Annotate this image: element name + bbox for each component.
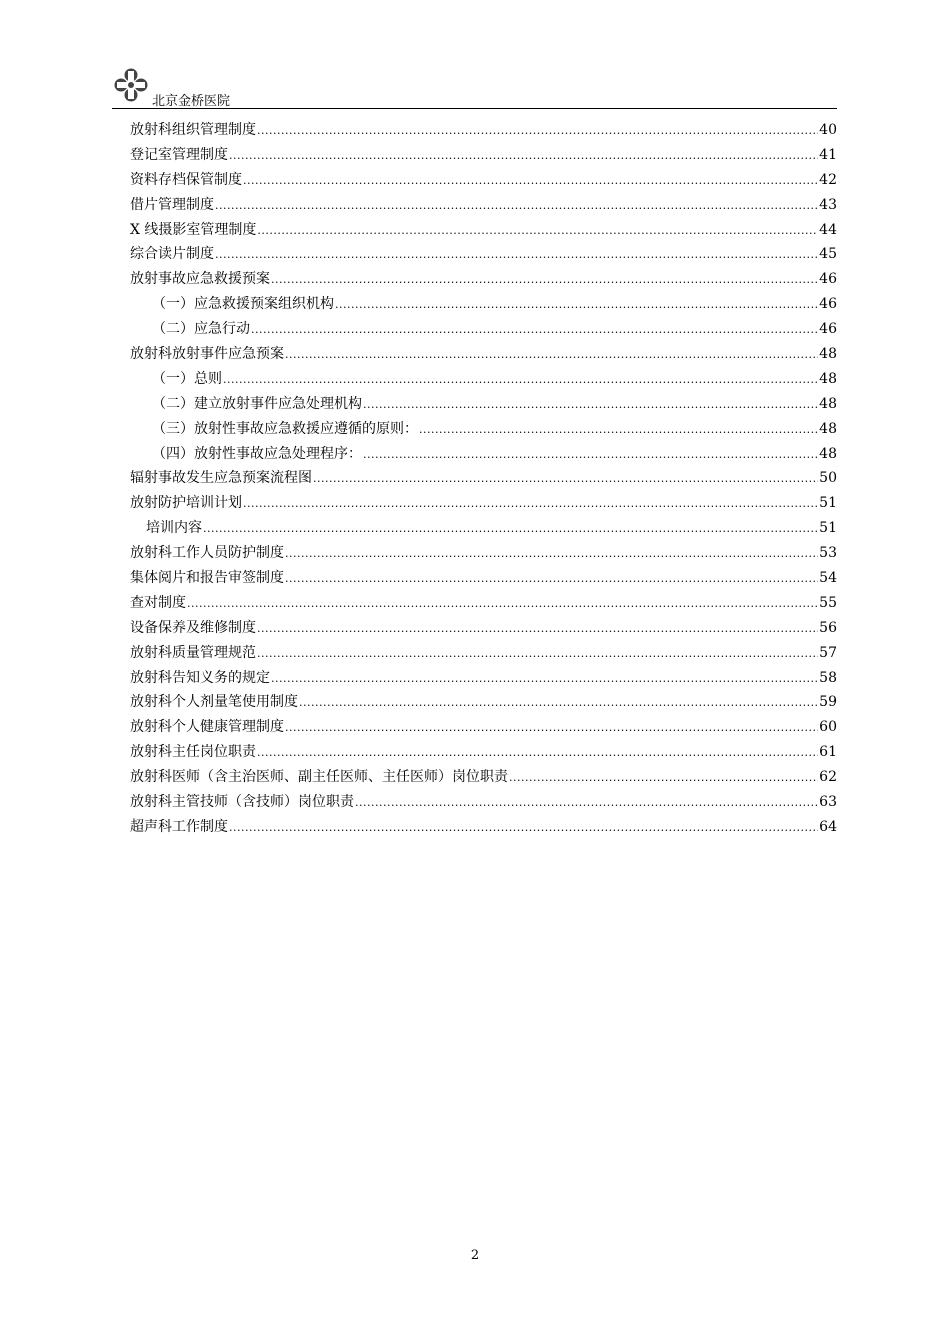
toc-entry-label: （一）总则 [152, 370, 222, 387]
toc-dot-leader [257, 740, 818, 766]
toc-entry-page-number: 48 [819, 370, 837, 387]
toc-entry[interactable] [130, 466, 837, 491]
toc-entry-label: 放射科组织管理制度 [130, 122, 256, 138]
toc-entry-label: （一）应急救援预案组织机构 [152, 296, 334, 313]
toc-entry-label: 放射科工作人员防护制度 [130, 545, 284, 562]
toc-entry[interactable] [130, 666, 837, 691]
toc-entry[interactable] [130, 566, 837, 591]
hospital-cross-logo-icon [114, 68, 148, 102]
toc-dot-leader [187, 591, 818, 617]
toc-entry-label: 综合读片制度 [130, 246, 214, 263]
toc-dot-leader [271, 666, 818, 692]
toc-entry[interactable] [130, 342, 837, 367]
toc-entry-label: 集体阅片和报告审签制度 [130, 570, 284, 587]
toc-entry-label: 放射科主管技师（含技师）岗位职责 [130, 794, 354, 811]
toc-dot-leader [285, 541, 818, 567]
toc-entry-label: 设备保养及维修制度 [130, 619, 256, 636]
toc-entry-label: 放射事故应急救援预案 [130, 271, 270, 288]
toc-dot-leader [363, 392, 818, 418]
toc-entry-label: 培训内容 [146, 520, 202, 537]
toc-entry[interactable] [130, 765, 837, 790]
toc-entry-label: 放射科放射事件应急预案 [130, 346, 284, 363]
toc-entry[interactable] [130, 516, 837, 541]
toc-entry[interactable] [130, 715, 837, 740]
toc-entry-page-number: 48 [819, 346, 837, 363]
toc-entry-page-number: 51 [819, 495, 837, 512]
toc-dot-leader [299, 690, 818, 716]
toc-dot-leader [313, 466, 818, 492]
toc-entry-page-number: 46 [819, 321, 837, 338]
toc-dot-leader [215, 242, 818, 268]
toc-dot-leader [363, 442, 818, 468]
toc-entry-label: 资料存档保管制度 [130, 171, 242, 188]
toc-entry-page-number: 50 [819, 470, 837, 487]
toc-entry-label: 借片管理制度 [130, 196, 214, 213]
toc-entry[interactable] [130, 118, 837, 143]
toc-entry-page-number: 60 [819, 719, 837, 736]
toc-entry-page-number: 43 [819, 196, 837, 213]
toc-entry-page-number: 53 [819, 545, 837, 562]
toc-entry-label: 放射科质量管理规范 [130, 644, 256, 661]
toc-entry-label: 查对制度 [130, 594, 186, 611]
toc-dot-leader [229, 815, 818, 841]
toc-entry-label: X 线摄影室管理制度 [130, 221, 257, 238]
toc-entry-page-number: 63 [819, 794, 837, 811]
toc-entry-page-number: 56 [819, 619, 837, 636]
toc-dot-leader [257, 118, 818, 144]
toc-entry-label: 放射科主任岗位职责 [130, 744, 256, 761]
toc-entry[interactable] [130, 267, 837, 292]
toc-entry-page-number: 46 [819, 271, 837, 288]
hospital-name: 北京金桥医院 [152, 94, 231, 109]
toc-dot-leader [419, 417, 818, 443]
toc-entry-page-number: 48 [819, 420, 837, 437]
toc-entry-page-number: 48 [819, 395, 837, 412]
toc-entry[interactable] [130, 491, 837, 516]
toc-entry[interactable] [130, 790, 837, 815]
toc-entry[interactable] [130, 815, 837, 840]
toc-dot-leader [257, 616, 818, 642]
toc-dot-leader [285, 342, 818, 368]
toc-entry[interactable] [130, 168, 837, 193]
toc-entry[interactable] [130, 591, 837, 616]
toc-entry[interactable] [130, 690, 837, 715]
toc-dot-leader [243, 168, 818, 194]
toc-dot-leader [223, 367, 818, 393]
toc-entry[interactable] [130, 442, 837, 467]
toc-entry-label: 放射科告知义务的规定 [130, 669, 270, 686]
toc-dot-leader [355, 790, 818, 816]
toc-dot-leader [243, 491, 818, 517]
toc-entry-page-number: 46 [819, 296, 837, 313]
toc-dot-leader [335, 292, 818, 318]
page-header [112, 66, 837, 109]
toc-entry[interactable] [130, 143, 837, 168]
toc-dot-leader [215, 193, 818, 219]
toc-dot-leader [257, 641, 818, 667]
toc-entry[interactable] [130, 641, 837, 666]
toc-entry[interactable] [130, 242, 837, 267]
toc-dot-leader [285, 715, 818, 741]
toc-entry-label: 放射防护培训计划 [130, 495, 242, 512]
toc-entry[interactable] [130, 417, 837, 442]
toc-entry-page-number: 64 [819, 818, 837, 835]
toc-entry-label: 放射科个人健康管理制度 [130, 719, 284, 736]
toc-entry-page-number: 62 [819, 769, 837, 786]
toc-entry-page-number: 61 [819, 744, 837, 761]
toc-entry-label: 放射科医师（含主治医师、副主任医师、主任医师）岗位职责 [130, 769, 508, 786]
toc-entry[interactable] [130, 292, 837, 317]
table-of-contents [130, 118, 837, 840]
toc-dot-leader [229, 143, 818, 169]
toc-dot-leader [271, 267, 818, 293]
toc-entry-label: （三）放射性事故应急救援应遵循的原则： [152, 420, 418, 437]
toc-entry[interactable] [130, 193, 837, 218]
toc-entry-page-number: 48 [819, 445, 837, 462]
toc-dot-leader [509, 765, 818, 791]
toc-entry-page-number: 59 [819, 694, 837, 711]
toc-dot-leader [203, 516, 818, 542]
toc-entry-page-number: 54 [819, 570, 837, 587]
toc-entry-label: （四）放射性事故应急处理程序： [152, 445, 362, 462]
toc-dot-leader [257, 218, 818, 244]
toc-entry[interactable] [130, 392, 837, 417]
toc-entry-page-number: 57 [819, 644, 837, 661]
toc-entry-label: 辐射事故发生应急预案流程图 [130, 470, 312, 487]
page-number: 2 [470, 1248, 480, 1263]
toc-entry-page-number: 55 [819, 594, 837, 611]
toc-entry[interactable] [130, 740, 837, 765]
toc-entry-page-number: 40 [819, 122, 837, 138]
toc-dot-leader [285, 566, 818, 592]
toc-entry-page-number: 45 [819, 246, 837, 263]
toc-entry[interactable] [130, 218, 837, 243]
toc-entry-page-number: 44 [819, 221, 837, 238]
toc-entry-label: 放射科个人剂量笔使用制度 [130, 694, 298, 711]
toc-entry[interactable] [130, 616, 837, 641]
toc-entry[interactable] [130, 367, 837, 392]
toc-entry-label: （二）应急行动 [152, 321, 250, 338]
toc-dot-leader [251, 317, 818, 343]
toc-entry-page-number: 58 [819, 669, 837, 686]
toc-entry-label: 超声科工作制度 [130, 818, 228, 835]
toc-entry-page-number: 41 [819, 146, 837, 163]
toc-entry-label: 登记室管理制度 [130, 146, 228, 163]
toc-entry-label: （二）建立放射事件应急处理机构 [152, 395, 362, 412]
toc-entry-page-number: 51 [819, 520, 837, 537]
toc-entry[interactable] [130, 317, 837, 342]
toc-entry-page-number: 42 [819, 171, 837, 188]
toc-entry[interactable] [130, 541, 837, 566]
